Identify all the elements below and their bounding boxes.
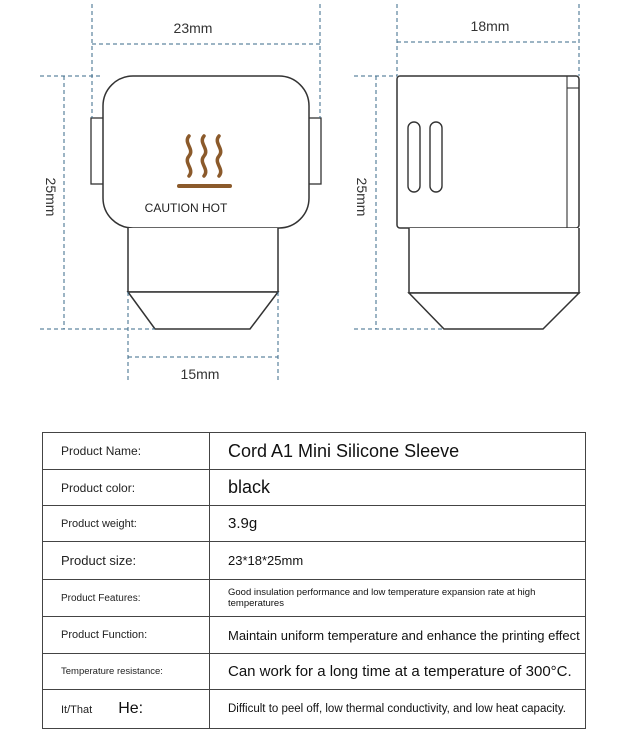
row-label-extra: He:: [118, 700, 144, 717]
caution-label: CAUTION HOT: [144, 201, 228, 215]
row-label: Product color:: [43, 470, 210, 506]
table-row: [43, 542, 586, 580]
side-body: [397, 76, 579, 228]
front-nozzle: [128, 292, 278, 329]
front-height-dimension-label: 25mm: [43, 177, 59, 217]
row-label: Temperature resistance:: [43, 654, 210, 690]
row-value: 3.9g: [210, 506, 586, 542]
table-row: [43, 433, 586, 470]
row-label: Product Features:: [43, 580, 210, 617]
side-slot-left: [408, 122, 420, 192]
side-view: [397, 76, 579, 329]
product-spec-table: [42, 432, 586, 729]
side-neck: [409, 228, 579, 293]
row-value: Maintain uniform temperature and enhance the printing effect: [210, 617, 586, 654]
row-label: It/That: [61, 704, 93, 716]
row-label: Product Name:: [43, 433, 210, 470]
row-label: Product size:: [43, 542, 210, 580]
row-label: Product weight:: [43, 506, 210, 542]
side-slot-right: [430, 122, 442, 192]
row-value: Can work for a long time at a temperature of 300°C.: [210, 654, 586, 690]
table-row: [43, 470, 586, 506]
side-nozzle: [409, 293, 579, 329]
front-neck: [128, 228, 278, 292]
row-label: Product Function:: [43, 617, 210, 654]
side-height-dimension-label: 25mm: [354, 177, 370, 217]
row-label-cell: [43, 690, 210, 729]
width-dimension-label: 23mm: [173, 20, 213, 36]
table-row: [43, 654, 586, 690]
table-row: [43, 506, 586, 542]
row-value: Cord A1 Mini Silicone Sleeve: [210, 433, 586, 470]
row-value: Good insulation performance and low temperature expansion rate at high temperatures: [210, 580, 586, 617]
front-view: [91, 76, 321, 329]
row-value: Difficult to peel off, low thermal conductivity, and low heat capacity.: [210, 690, 586, 729]
table-row: [43, 580, 586, 617]
table-row: [43, 690, 586, 729]
row-value: 23*18*25mm: [210, 542, 586, 580]
row-value: black: [210, 470, 586, 506]
depth-dimension-label: 18mm: [470, 18, 510, 34]
table-row: [43, 617, 586, 654]
bottom-dimension-label: 15mm: [180, 366, 220, 382]
